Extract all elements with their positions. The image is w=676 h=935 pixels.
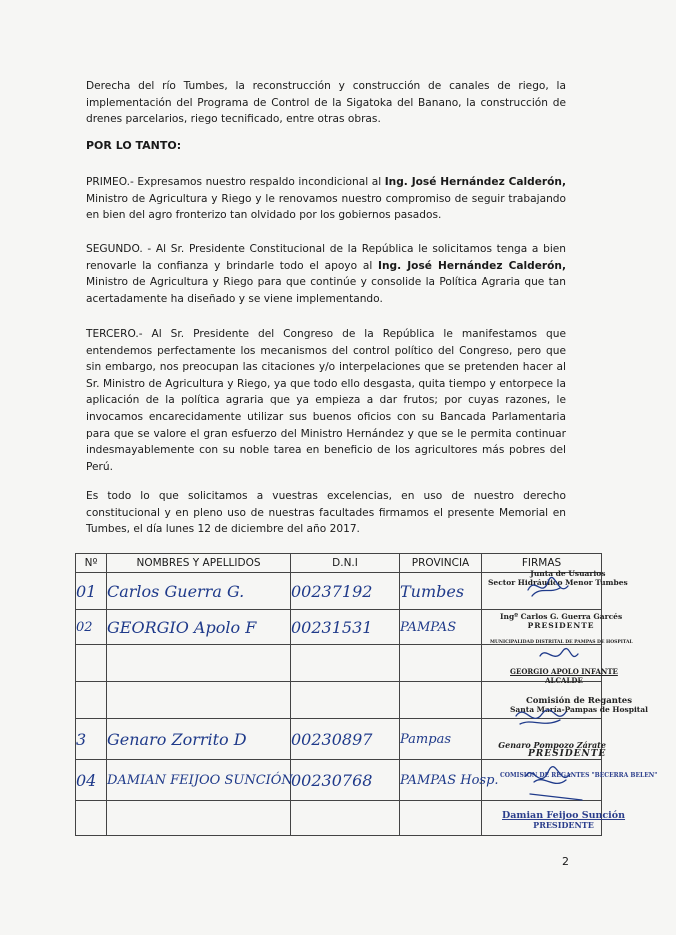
stamp-line: MUNICIPALIDAD DISTRITAL DE PAMPAS DE HOSPITAL [490,640,633,645]
signature-mark [516,710,566,719]
header-no: Nº [76,554,107,573]
stamp-line: COMISION DE REGANTES "BECERRA BELEN" [500,772,658,779]
row-no: 01 [76,573,107,610]
row-provincia: Pampas [400,719,482,760]
signature-scribbles [470,568,610,853]
stamp-line: PRESIDENTE [528,748,607,759]
row-no [76,682,107,719]
row-name [107,801,291,836]
row-name: Genaro Zorrito D [107,719,291,760]
stamp-line: PRESIDENTE [533,819,594,830]
signature-mark [532,588,560,596]
row-name: Carlos Guerra G. [107,573,291,610]
stamp-line: Genaro Pompozo Zárate [498,740,606,750]
heading-por-lo-tanto: POR LO TANTO: [86,139,182,152]
row-no [76,645,107,682]
row-no: 02 [76,610,107,645]
stamp-line: Junta de Usuarios [530,569,606,578]
stamp-line: Santa María-Pampas de Hospital [510,704,648,714]
stamp-line: GEORGIO APOLO INFANTE [510,667,618,676]
header-firmas: FIRMAS [482,554,602,573]
row-no: 3 [76,719,107,760]
page-number: 2 [562,855,569,868]
row-dni: 00230897 [291,719,400,760]
signature-mark [528,577,568,590]
row-no: 04 [76,760,107,801]
signature-mark [520,720,560,724]
paragraph-closing: Es todo lo que solicitamos a vuestras excelencias, en uso de nuestro derecho constitucional y en pleno uso de nuestras facultades firmamos el presente Memorial en Tumbes, el día lunes 12 de diciembre del año 2017. [86,490,566,536]
signature-mark [526,767,570,779]
signature-mark [530,794,582,800]
stamp-line: PRESIDENTE [527,620,595,630]
row-no [76,801,107,836]
stamp-line: Comisión de Regantes [525,696,632,706]
row-name [107,682,291,719]
row-dni: 00231531 [291,610,400,645]
header-dni: D.N.I [291,554,400,573]
row-dni [291,801,400,836]
signature-mark [540,649,578,657]
header-provincia: PROVINCIA [400,554,482,573]
paragraph-tercero: TERCERO.- Al Sr. Presidente del Congreso de la República le manifestamos que entendemos perfectamente los mecanismos del control político del Congreso, pero que sin embargo, nos preocupan las citaciones y/o interpelaciones que se pretenden hacer al Sr. Ministro de Agricultura y Riego, ya que todo ello desgasta, quita tiempo y entorpece la aplicación de la política agraria que ya empieza a dar frutos; por cuyas razones, le invocamos encarecidamente utilizar sus buenos oficios con su Bancada Parlamentaria para que se valore el gran esfuerzo del Ministro Hernández y que se le permita continuar indesmayablemente con su noble tarea en beneficio de los agricultores más pobres del Perú. [86,328,566,473]
paragraph-primero: PRIMEO.- Expresamos nuestro respaldo incondicional al Ing. José Hernández Calderón, Ministro de Agricultura y Riego y le renovamos nuestro compromiso de seguir trabajando en bien del agro fronterizo tan olvidado por los gobiernos pasados. [86,176,566,222]
row-dni: 00237192 [291,573,400,610]
row-dni: 00230768 [291,760,400,801]
row-dni [291,682,400,719]
row-provincia: PAMPAS Hosp. [400,760,482,801]
row-provincia: PAMPAS [400,610,482,645]
row-name [107,645,291,682]
stamp-line: Damian Feijoo Sunción [502,810,626,821]
row-name: DAMIAN FEIJOO SUNCIÓN [107,760,291,801]
row-dni [291,645,400,682]
row-name: GEORGIO Apolo F [107,610,291,645]
row-provincia: Tumbes [400,573,482,610]
signature-mark [534,780,566,784]
paragraph-obras: Derecha del río Tumbes, la reconstrucción y construcción de canales de riego, la implementación del Programa de Control de la Sigatoka del Banano, la construcción de drenes parcelarios, riego tecnificado, entre otras obras. [86,80,566,126]
paragraph-segundo: SEGUNDO. - Al Sr. Presidente Constitucional de la República le solicitamos tenga a bien renovarle la confianza y brindarle todo el apoyo al Ing. José Hernández Calderón, Ministro de Agricultura y Riego para que continúe y consolide la Política Agraria que tan acertadamente ha diseñado y se viene implementando. [86,243,566,305]
stamp-line: Sector Hidráulico Menor Tumbes [488,577,628,587]
header-nombres: NOMBRES Y APELLIDOS [107,554,291,573]
stamp-line: Ingº Carlos G. Guerra Garcés [500,612,623,621]
stamp-line: ALCALDE [545,675,583,685]
